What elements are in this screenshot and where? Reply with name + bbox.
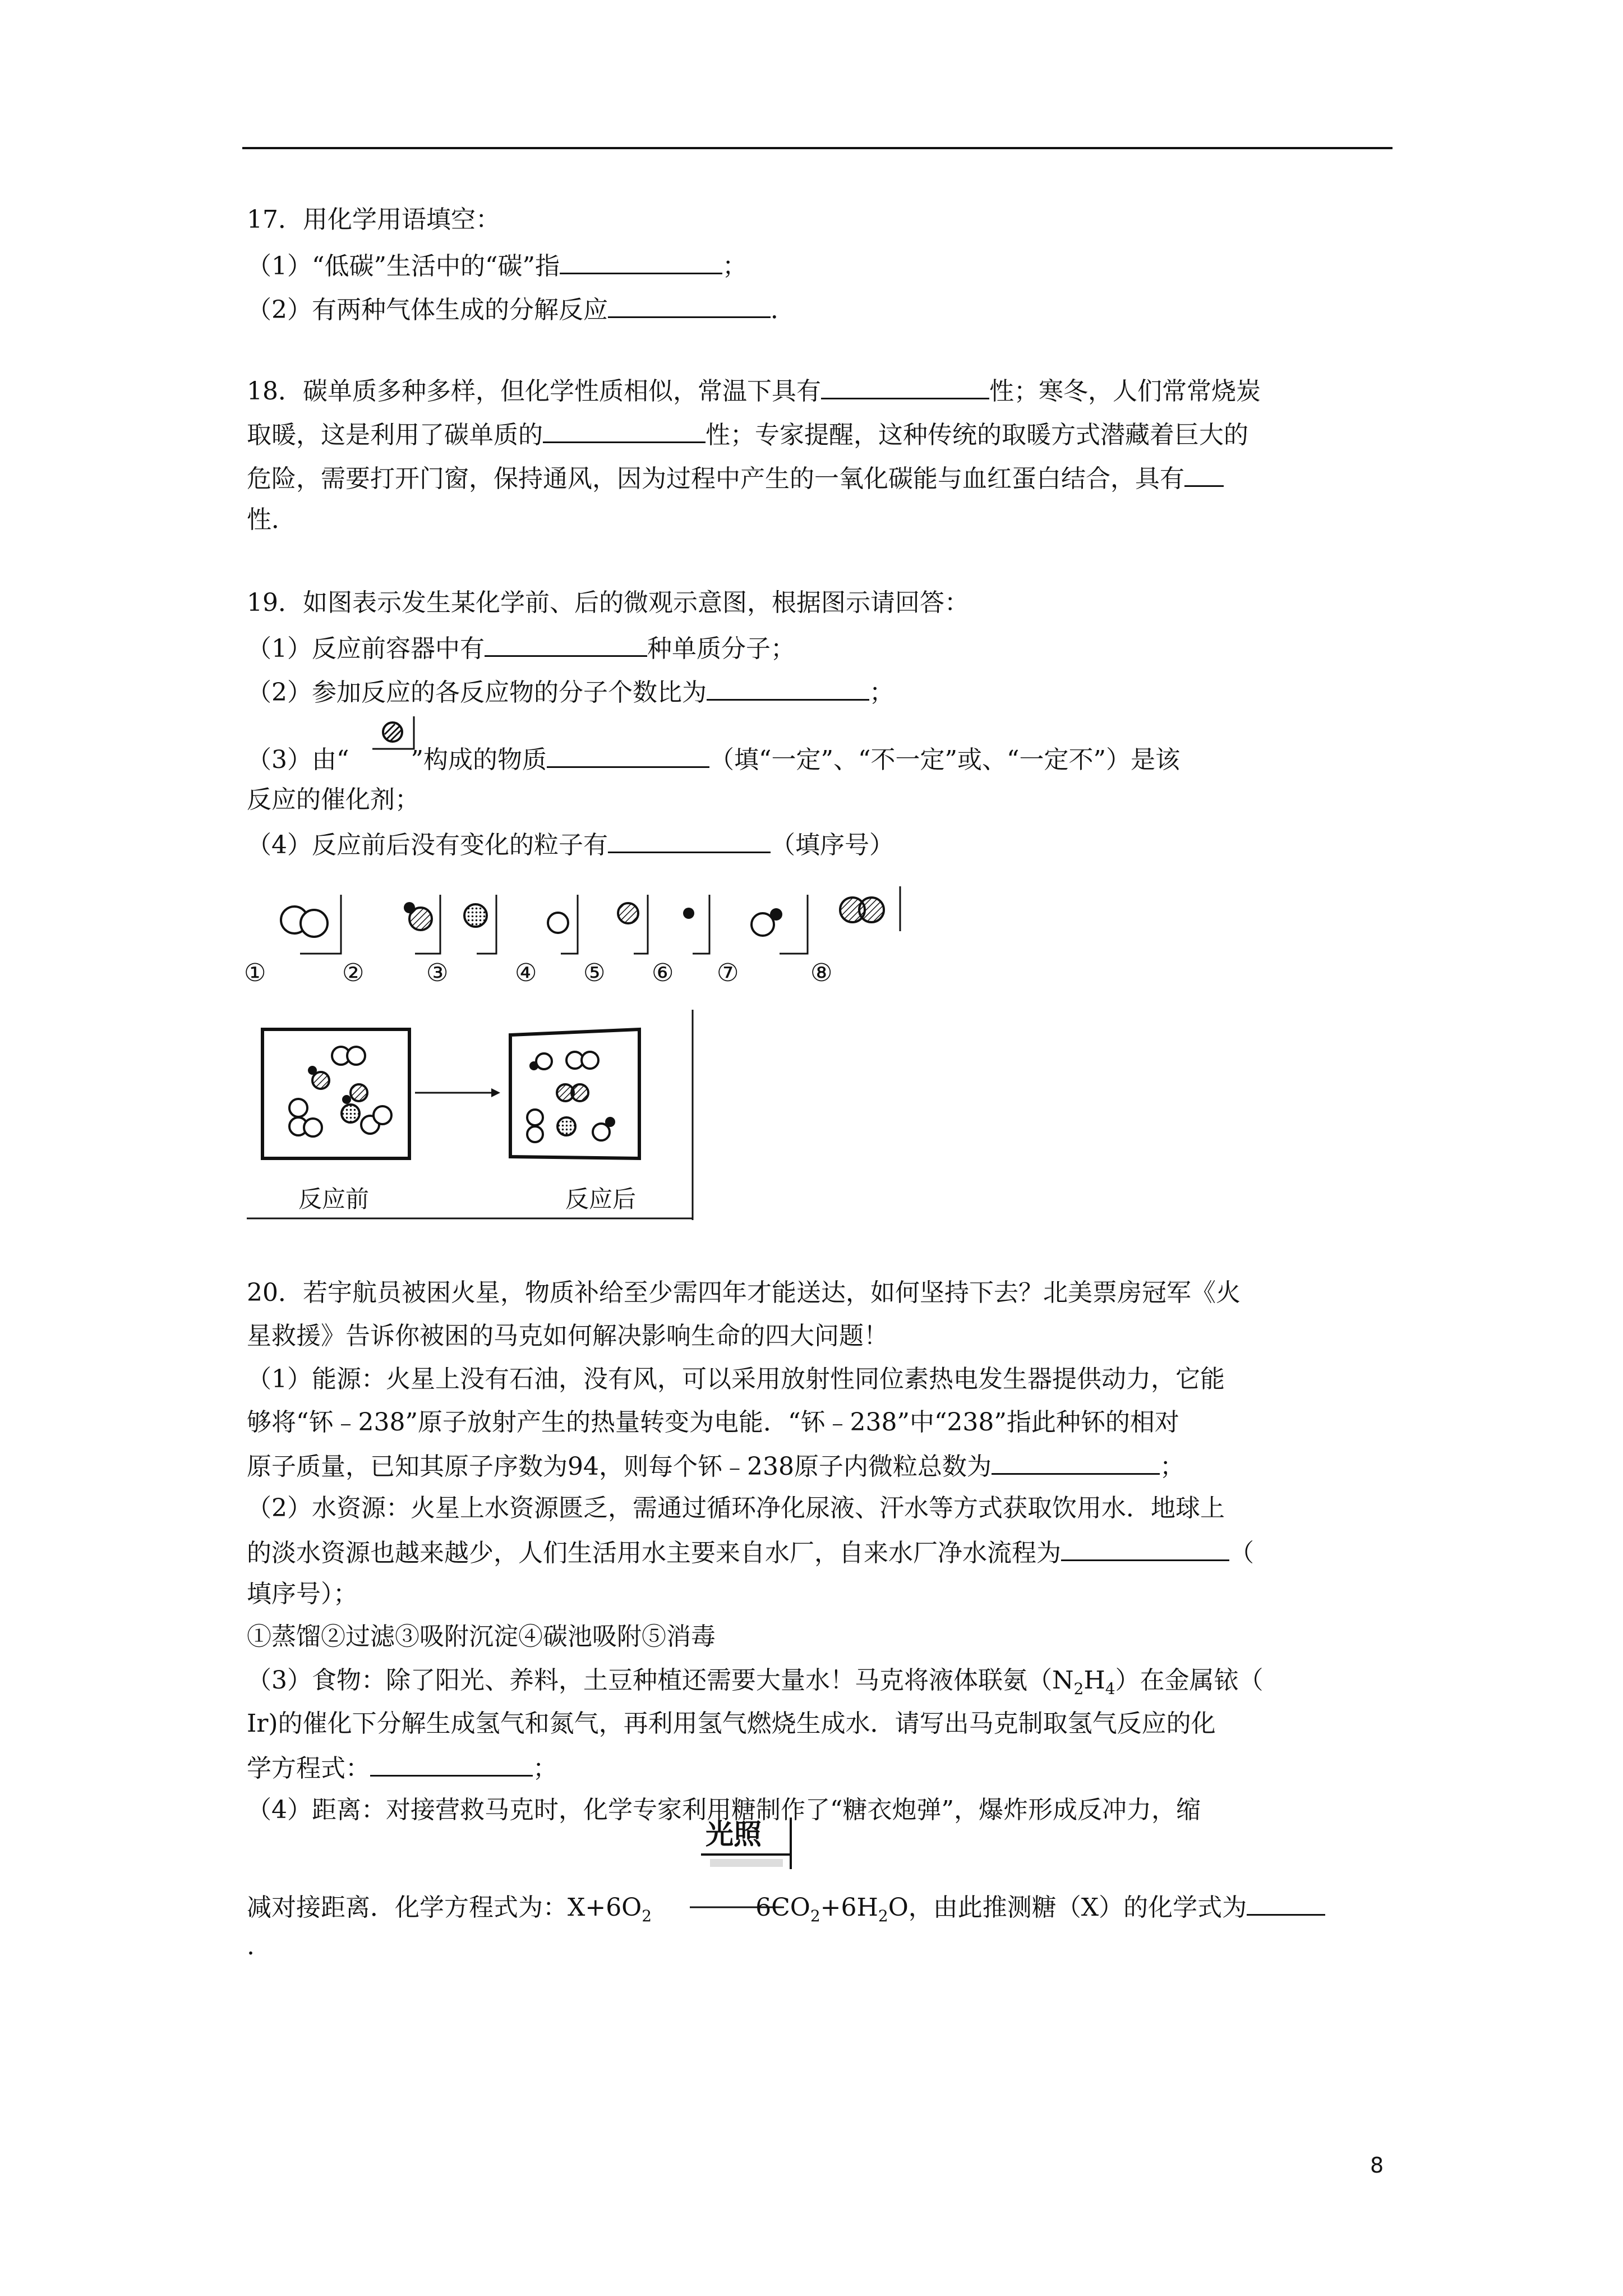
label-after: 反应后: [565, 1185, 637, 1213]
particle-number: ①: [244, 959, 266, 987]
q19-part4: （4）反应前后没有变化的粒子有 （填序号）: [247, 827, 894, 862]
answer-blank[interactable]: [560, 248, 722, 274]
answer-blank[interactable]: [485, 631, 647, 657]
q20-part4-line2: 减对接距离．化学方程式为：$X+6O_2$ $6CO_2+6H_2O$，由此推测糖（X）的化学式为: [247, 1889, 1325, 1933]
particle-number: ③: [426, 959, 449, 987]
particle-number: ②: [342, 959, 365, 987]
particle-5-icon: [618, 895, 648, 954]
q20-part3-line1: （3）食物：除了阳光、养料，土豆种植还需要大量水！马克将液体联氨$(N_2H_4)$在金属铱（: [247, 1666, 1264, 1698]
particle-1-icon: [281, 895, 341, 954]
catalyst-molecule-icon: [370, 710, 432, 754]
particle-number: ⑧: [810, 959, 833, 987]
q20-part1-line2: 够将“钚﹣238”原子放射产生的热量转变为电能．“钚﹣238”中“238”指此种钚的相对: [247, 1408, 1179, 1437]
q18-line4: 性．: [247, 505, 296, 534]
reaction-condition: 光照: [706, 1818, 762, 1851]
q19-part1: （1）反应前容器中有 种单质分子；: [247, 631, 795, 666]
particle-2-icon: [404, 895, 440, 954]
q17-part2: （2）有两种气体生成的分解反应 ．: [247, 292, 795, 327]
particle-number: ⑤: [583, 959, 606, 987]
q18-line1: 18．碳单质多种多样，但化学性质相似，常温下具有 性；寒冬，人们常常烧炭: [247, 373, 1261, 408]
q20-part2-line3: 填序号）；: [247, 1580, 358, 1608]
answer-blank[interactable]: [1184, 461, 1224, 487]
particle-number: ④: [515, 959, 537, 987]
particle-6-icon: [683, 895, 709, 954]
header-rule: [242, 147, 1393, 149]
answer-blank[interactable]: [1247, 1889, 1325, 1916]
q20-line1: 20．若宇航员被困火星，物质补给至少需四年才能送达，如何坚持下去？北美票房冠军《火: [247, 1278, 1241, 1307]
answer-blank[interactable]: [543, 417, 706, 443]
q20-part1-line3: 原子质量，已知其原子序数为94，则每个钚﹣238原子内微粒总数为 ；: [247, 1448, 1184, 1484]
particle-3-icon: [464, 895, 496, 954]
q20-part4-line3: .: [247, 1932, 255, 1961]
q20-part1-line1: （1）能源：火星上没有石油，没有风，可以采用放射性同位素热电发生器提供动力，它能: [247, 1365, 1225, 1393]
q19-title: 19．如图表示发生某化学前、后的微观示意图，根据图示请回答：: [247, 588, 969, 617]
particle-7-icon: [751, 895, 808, 954]
answer-blank[interactable]: [1061, 1535, 1229, 1561]
label-before: 反应前: [298, 1185, 370, 1213]
q20-part2-line1: （2）水资源：火星上水资源匮乏，需通过循环净化尿液、汗水等方式获取饮用水．地球上: [247, 1494, 1225, 1522]
q18-line2: 取暖，这是利用了碳单质的 性；专家提醒，这种传统的取暖方式潜藏着巨大的: [247, 417, 1248, 452]
particle-number: ⑦: [717, 959, 739, 987]
q17-title: 17．用化学用语填空：: [247, 205, 500, 234]
q19-part2: （2）参加反应的各反应物的分子个数比为 ；: [247, 674, 894, 710]
q18-line3: 危险，需要打开门窗，保持通风，因为过程中产生的一氧化碳能与血红蛋白结合，具有: [247, 461, 1224, 496]
answer-blank[interactable]: [608, 827, 771, 853]
answer-blank[interactable]: [821, 373, 989, 399]
q20-part3-line3: 学方程式： ；: [247, 1750, 557, 1786]
q20-part4-line1: （4）距离：对接营救马克时，化学专家利用糖制作了“糖衣炮弹”，爆炸形成反冲力，缩: [247, 1796, 1201, 1824]
q20-line2: 星救援》告诉你被困的马克如何解决影响生命的四大问题！: [247, 1322, 888, 1350]
particle-4-icon: [548, 895, 578, 954]
q17-part1: （1）“低碳”生活中的“碳”指 ；: [247, 248, 747, 283]
answer-blank[interactable]: [707, 674, 869, 701]
q19-part3: （3）由“ ”构成的物质 （填“一定”、“不一定”或、“一定不”）是该: [247, 742, 1180, 777]
answer-blank[interactable]: [370, 1750, 533, 1777]
page-number: 8: [1370, 2153, 1384, 2178]
answer-blank[interactable]: [547, 742, 709, 768]
answer-blank[interactable]: [608, 292, 771, 318]
q20-part3-line2: Ir)的催化下分解生成氢气和氮气，再利用氢气燃烧生成水．请写出马克制取氢气反应的化: [247, 1709, 1216, 1738]
q20-part2-options: ①蒸馏②过滤③吸附沉淀④碳池吸附⑤消毒: [247, 1622, 716, 1651]
particle-number: ⑥: [652, 959, 674, 987]
answer-blank[interactable]: [992, 1448, 1160, 1475]
q19-part3-cont: 反应的催化剂；: [247, 785, 419, 814]
q20-part2-line2: 的淡水资源也越来越少，人们生活用水主要来自水厂，自来水厂净水流程为 （: [247, 1535, 1254, 1570]
particle-8-icon: [840, 886, 900, 931]
